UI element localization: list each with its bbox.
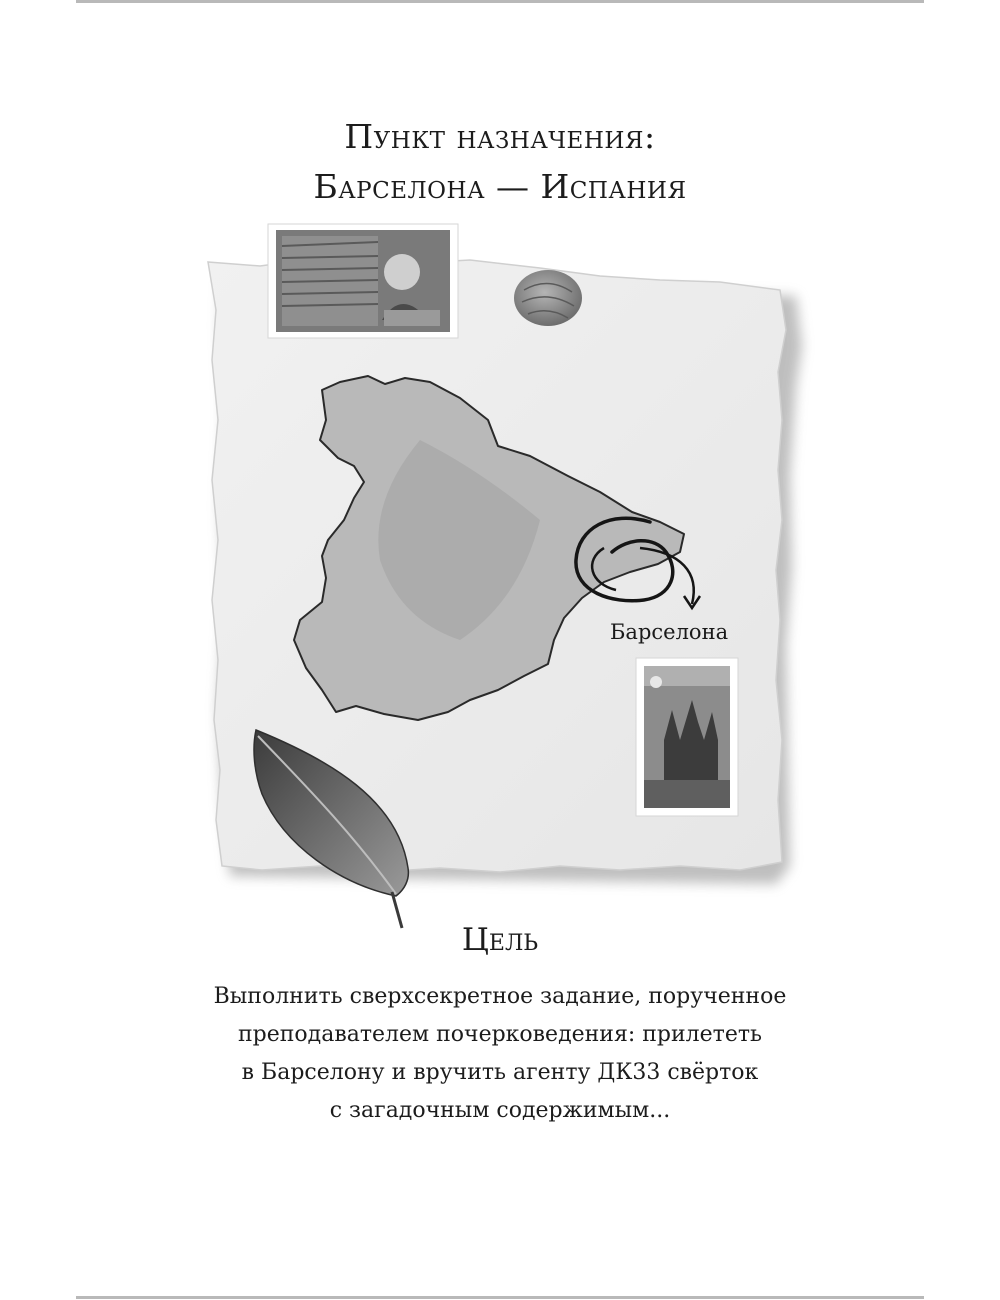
goal-line: преподавателем почерковедения: прилететь <box>237 1022 762 1047</box>
goal-line: Выполнить сверхсекретное задание, порученное <box>213 984 787 1009</box>
title-line-1: Пункт назначения: <box>344 117 656 156</box>
shell-icon <box>514 270 582 326</box>
title-line-2: Барселона — Испания <box>313 167 687 206</box>
barcelona-map-label: Барселона <box>610 620 729 644</box>
goal-line: в Барселону и вручить агенту ДК33 свёрток <box>241 1060 759 1085</box>
goal-line: с загадочным содержимым... <box>329 1098 671 1123</box>
goal-heading: Цель <box>461 922 539 958</box>
stamp-portrait-icon <box>268 224 458 338</box>
goal-description <box>150 978 850 1130</box>
bottom-rule <box>76 1296 924 1299</box>
stamp-cathedral-icon <box>636 658 738 816</box>
